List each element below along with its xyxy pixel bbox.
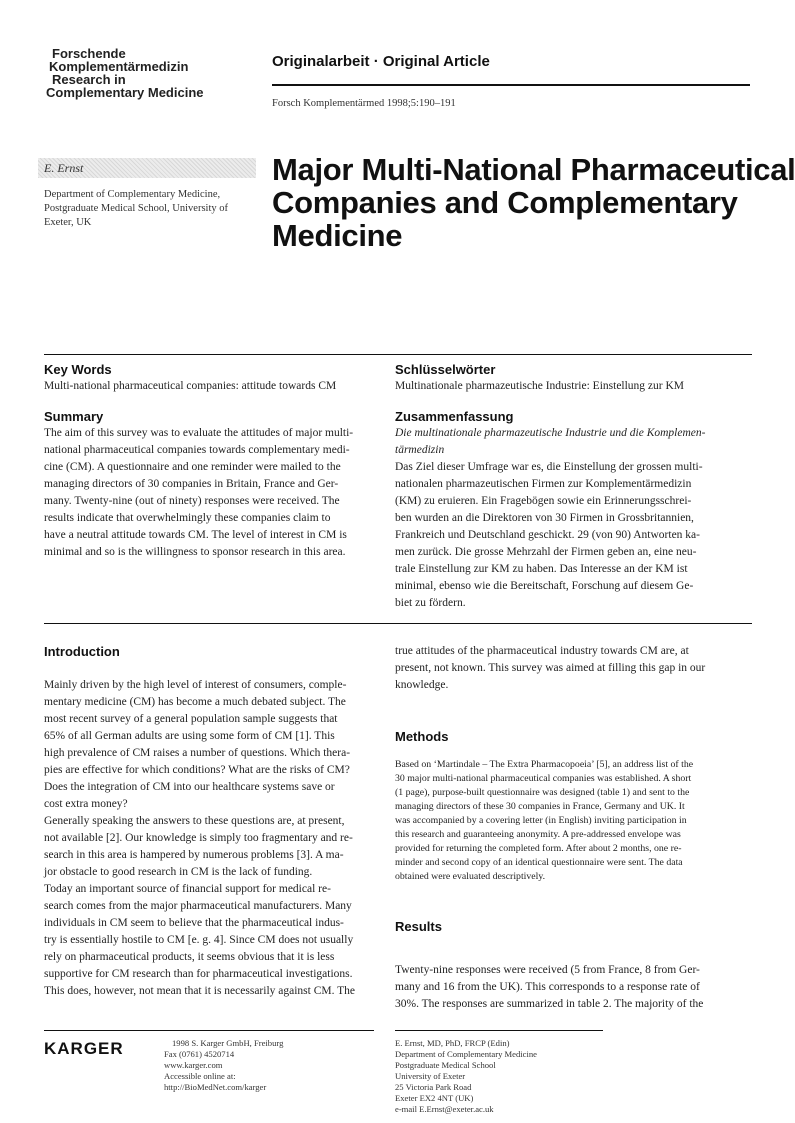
journal-name-line: Komplementärmedizin <box>49 59 189 74</box>
footer-rule-right <box>395 1030 603 1031</box>
german-title: Die multinationale pharmazeutische Industrie und die Komplemen- tärmedizin <box>395 427 706 456</box>
header-rule <box>272 84 750 86</box>
schluesselwoerter-text: Multinationale pharmazeutische Industrie: Einstellung zur KM <box>395 380 685 392</box>
zusammenfassung-text: Das Ziel dieser Umfrage war es, die Einstellung der grossen multi- nationalen pharmazeutischen Firmen zur Komplementärmedizin (KM) zu eruieren. Ein Fragebögen sowie ein Erinnerungsschrei- ben wurden an die Direktoren von 30 Firmen in Grossbritannien, Frankreich und Deutschland geschickt. 29 (von 90) Antworten ka- men zurück. Die grosse Mehrzahl der Firmen geben an, eine neu- trale Einstellung zur KM zu haben. Das Interesse an der KM ist minimal, ebenso wie die Bereitschaft, Forschung auf diesem Ge- biet zu fördern. <box>395 461 703 609</box>
methods-text: Based on ‘Martindale – The Extra Pharmacopoeia’ [5], an address list of the 30 major multi-national pharmaceutical companies was established. A short (1 page), purpose-built questionnaire was designed (table 1) and sent to the managing directors of these 30 companies in France, Germany and UK. It was accompanied by a covering letter (in English) inviting participation in this research and guaranteeing anonymity. A pre-addressed envelope was provided for returning the completed form. After about 2 months, one re- minder and second copy of an identical questionnaire were sent. The data obtained were evaluated descriptively. <box>395 759 694 882</box>
journal-name <box>46 47 204 99</box>
summary-text: The aim of this survey was to evaluate the attitudes of major multi- national pharmaceutical companies towards complementary medi- cine (CM). A questionnaire and one reminder were mailed to the managing directors of 30 companies in Britain, France and Ger- many. Twenty-nine (out of ninety) responses were received. The results indicate that overwhelmingly these companies claim to have a neutral attitude towards CM. The level of interest in CM is minimal and so is the willingness to sponsor research in this area. <box>44 427 354 558</box>
results-text: Twenty-nine responses were received (5 from France, 8 from Ger- many and 16 from the UK). This corresponds to a response rate of 30%. The responses are summarized in table 2. The majority of the <box>395 964 704 1010</box>
schluesselwoerter-heading: Schlüsselwörter <box>395 362 496 377</box>
summary-heading: Summary <box>44 409 104 424</box>
journal-name-line: Research in <box>52 72 126 87</box>
publisher-logo: KARGER <box>44 1039 124 1058</box>
keywords-text: Multi-national pharmaceutical companies: attitude towards CM <box>44 380 337 392</box>
publisher-info: 1998 S. Karger GmbH, Freiburg Fax (0761) 4520714 www.karger.com Accessible online at: http://BioMedNet.com/karger <box>164 1038 284 1092</box>
correspondence-address: E. Ernst, MD, PhD, FRCP (Edin) Department of Complementary Medicine Postgraduate Medical School University of Exeter 25 Victoria Park Road Exeter EX2 4NT (UK) e-mail E.Ernst@exeter.ac.uk <box>395 1038 537 1114</box>
introduction-section <box>44 643 374 1000</box>
footer-rule-left <box>44 1030 374 1031</box>
journal-name-line: Complementary Medicine <box>46 85 204 100</box>
citation: Forsch Komplementärmed 1998;5:190–191 <box>272 98 456 109</box>
journal-name-line: Forschende <box>52 46 126 61</box>
body-rule <box>44 623 752 624</box>
article-type: Originalarbeit · Original Article <box>272 53 490 70</box>
methods-heading: Methods <box>395 729 449 744</box>
introduction-text: Mainly driven by the high level of interest of consumers, comple- mentary medicine (CM) has become a much debated subject. The most recent survey of a general population sample suggests that 65% of all German adults are using some form of CM [1]. This high prevalence of CM raises a number of questions. Which thera- pies are effective for which conditions? What are the risks of CM? Does the integration of CM into our healthcare systems save or cost extra money? Generally speaking the answers to these questions are, at present, not available [2]. Our knowledge is simply too fragmentary and re- search in this area is hampered by numerous problems [3]. A ma- jor obstacle to good research in CM is the lack of funding. Today an important source of financial support for medical re- search comes from the major pharmaceutical manufacturers. Many individuals in CM seem to believe that the pharmaceutical indus- try is essentially hostile to CM [e. g. 4]. Since CM does not usually rely on pharmaceutical products, it seems obvious that it is less supportive for CM research than for pharmaceutical investigations. This does, however, not mean that it is necessarily against CM. The <box>44 679 356 997</box>
results-heading: Results <box>395 919 442 934</box>
keywords-heading: Key Words <box>44 362 112 377</box>
intro-continuation: true attitudes of the pharmaceutical industry towards CM are, at present, not known. This survey was aimed at filling this gap in our knowledge. <box>395 645 706 691</box>
abstract-rule <box>44 354 752 355</box>
introduction-heading: Introduction <box>44 644 120 659</box>
zusammenfassung-heading: Zusammenfassung <box>395 409 514 424</box>
german-abstract <box>395 361 725 612</box>
article-title: Major Multi-National Pharmaceutical Companies and Complementary Medicine <box>272 152 795 253</box>
author-name: E. Ernst <box>38 158 256 178</box>
english-abstract <box>44 361 374 561</box>
author-affiliation: Department of Complementary Medicine, Postgraduate Medical School, University of Exeter, UK <box>44 189 229 228</box>
